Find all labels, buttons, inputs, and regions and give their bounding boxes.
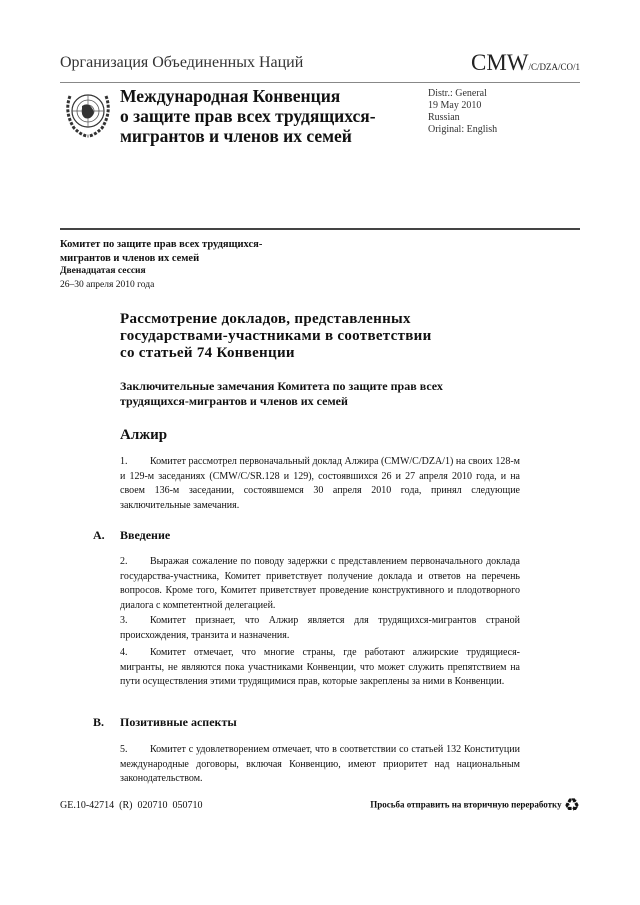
section-letter: B. [93,715,105,729]
thick-divider [60,228,580,230]
committee-block [60,238,262,292]
language: Russian [428,112,460,123]
symbol-suffix: /C/DZA/CO/1 [528,62,580,72]
committee-name: мигрантов и членов их семей [60,252,200,264]
section-title: Позитивные аспекты [120,715,237,729]
recycle-icon: ♻ [563,795,580,815]
section-letter: A. [93,528,105,542]
heading-line: государствами-участниками в соответствии [120,328,432,344]
job-number: GE.10-42714 (R) 020710 050710 [60,800,203,811]
distribution-info [428,88,497,136]
paragraph-text: Комитет рассмотрел первоначальный доклад Алжира (CMW/C/DZA/1) на своих 128-м и 129-м заседаниях (CMW/C/SR.128 и 129), состоявшихся 26 и 27 апреля 2010 года, и на своем 136-м заседании, состоявшемся 30 апреля 2010 года, принял следующие заключительные замечания. [120,456,520,511]
paragraph-5 [120,743,520,787]
session-dates: 26–30 апреля 2010 года [60,279,155,290]
document-symbol [471,50,580,76]
convention-title [120,86,376,146]
subheading-line: трудящихся-мигрантов и членов их семей [120,394,348,408]
paragraph-1 [120,455,520,513]
recycle-text: Просьба отправить на вторичную переработку [370,799,562,810]
title-line: Международная Конвенция [120,86,341,106]
paragraph-text: Выражая сожаление по поводу задержки с представлением первоначального доклада государства-участника, Комитет приветствует получение доклада и ответов на перечень вопросов. Кроме того, Комитет приветствует проведение конструктивного и плодотворного диалога с компетентной делегацией. [120,556,520,611]
original-language: Original: English [428,124,498,135]
paragraph-3 [120,614,520,643]
main-heading [120,311,432,362]
committee-name: Комитет по защите прав всех трудящихся- [60,239,263,250]
subheading [120,379,443,409]
country-heading: Алжир [120,427,168,443]
heading-line: Рассмотрение докладов, представленных [120,311,411,327]
recycle-notice [370,795,580,816]
session: Двенадцатая сессия [60,266,146,276]
organization-name: Организация Объединенных Наций [60,54,304,71]
paragraph-2 [120,555,520,613]
date: 19 May 2010 [428,100,482,111]
title-line: о защите прав всех трудящихся- [120,106,376,126]
paragraph-number: 4. [120,647,128,658]
header-divider [60,82,580,83]
distribution: Distr.: General [428,88,487,99]
paragraph-number: 1. [120,456,128,467]
paragraph-number: 2. [120,556,128,567]
paragraph-text: Комитет отмечает, что многие страны, где работают алжирские трудящиеся-мигранты, не являются пока участниками Конвенции, что может служить препятствием на пути осуществления этими трудящимися прав, которые закреплены за ними в Конвенции. [120,647,520,687]
paragraph-4 [120,646,520,690]
subheading-line: Заключительные замечания Комитета по защите прав всех [120,379,443,393]
section-a-heading [93,528,170,543]
paragraph-number: 3. [120,615,128,626]
section-title: Введение [120,528,171,542]
title-line: мигрантов и членов их семей [120,126,352,146]
un-emblem-icon [62,84,114,140]
heading-line: со статьей 74 Конвенции [120,345,295,361]
paragraph-text: Комитет признает, что Алжир является для трудящихся-мигрантов страной происхождения, транзита и назначения. [120,615,520,641]
section-b-heading [93,715,237,730]
symbol-main: CMW [470,50,529,75]
paragraph-number: 5. [120,744,128,755]
paragraph-text: Комитет с удовлетворением отмечает, что в соответствии со статьей 132 Конституции международные договоры, включая Конвенцию, имеют приоритет над национальным законодательством. [120,744,520,784]
